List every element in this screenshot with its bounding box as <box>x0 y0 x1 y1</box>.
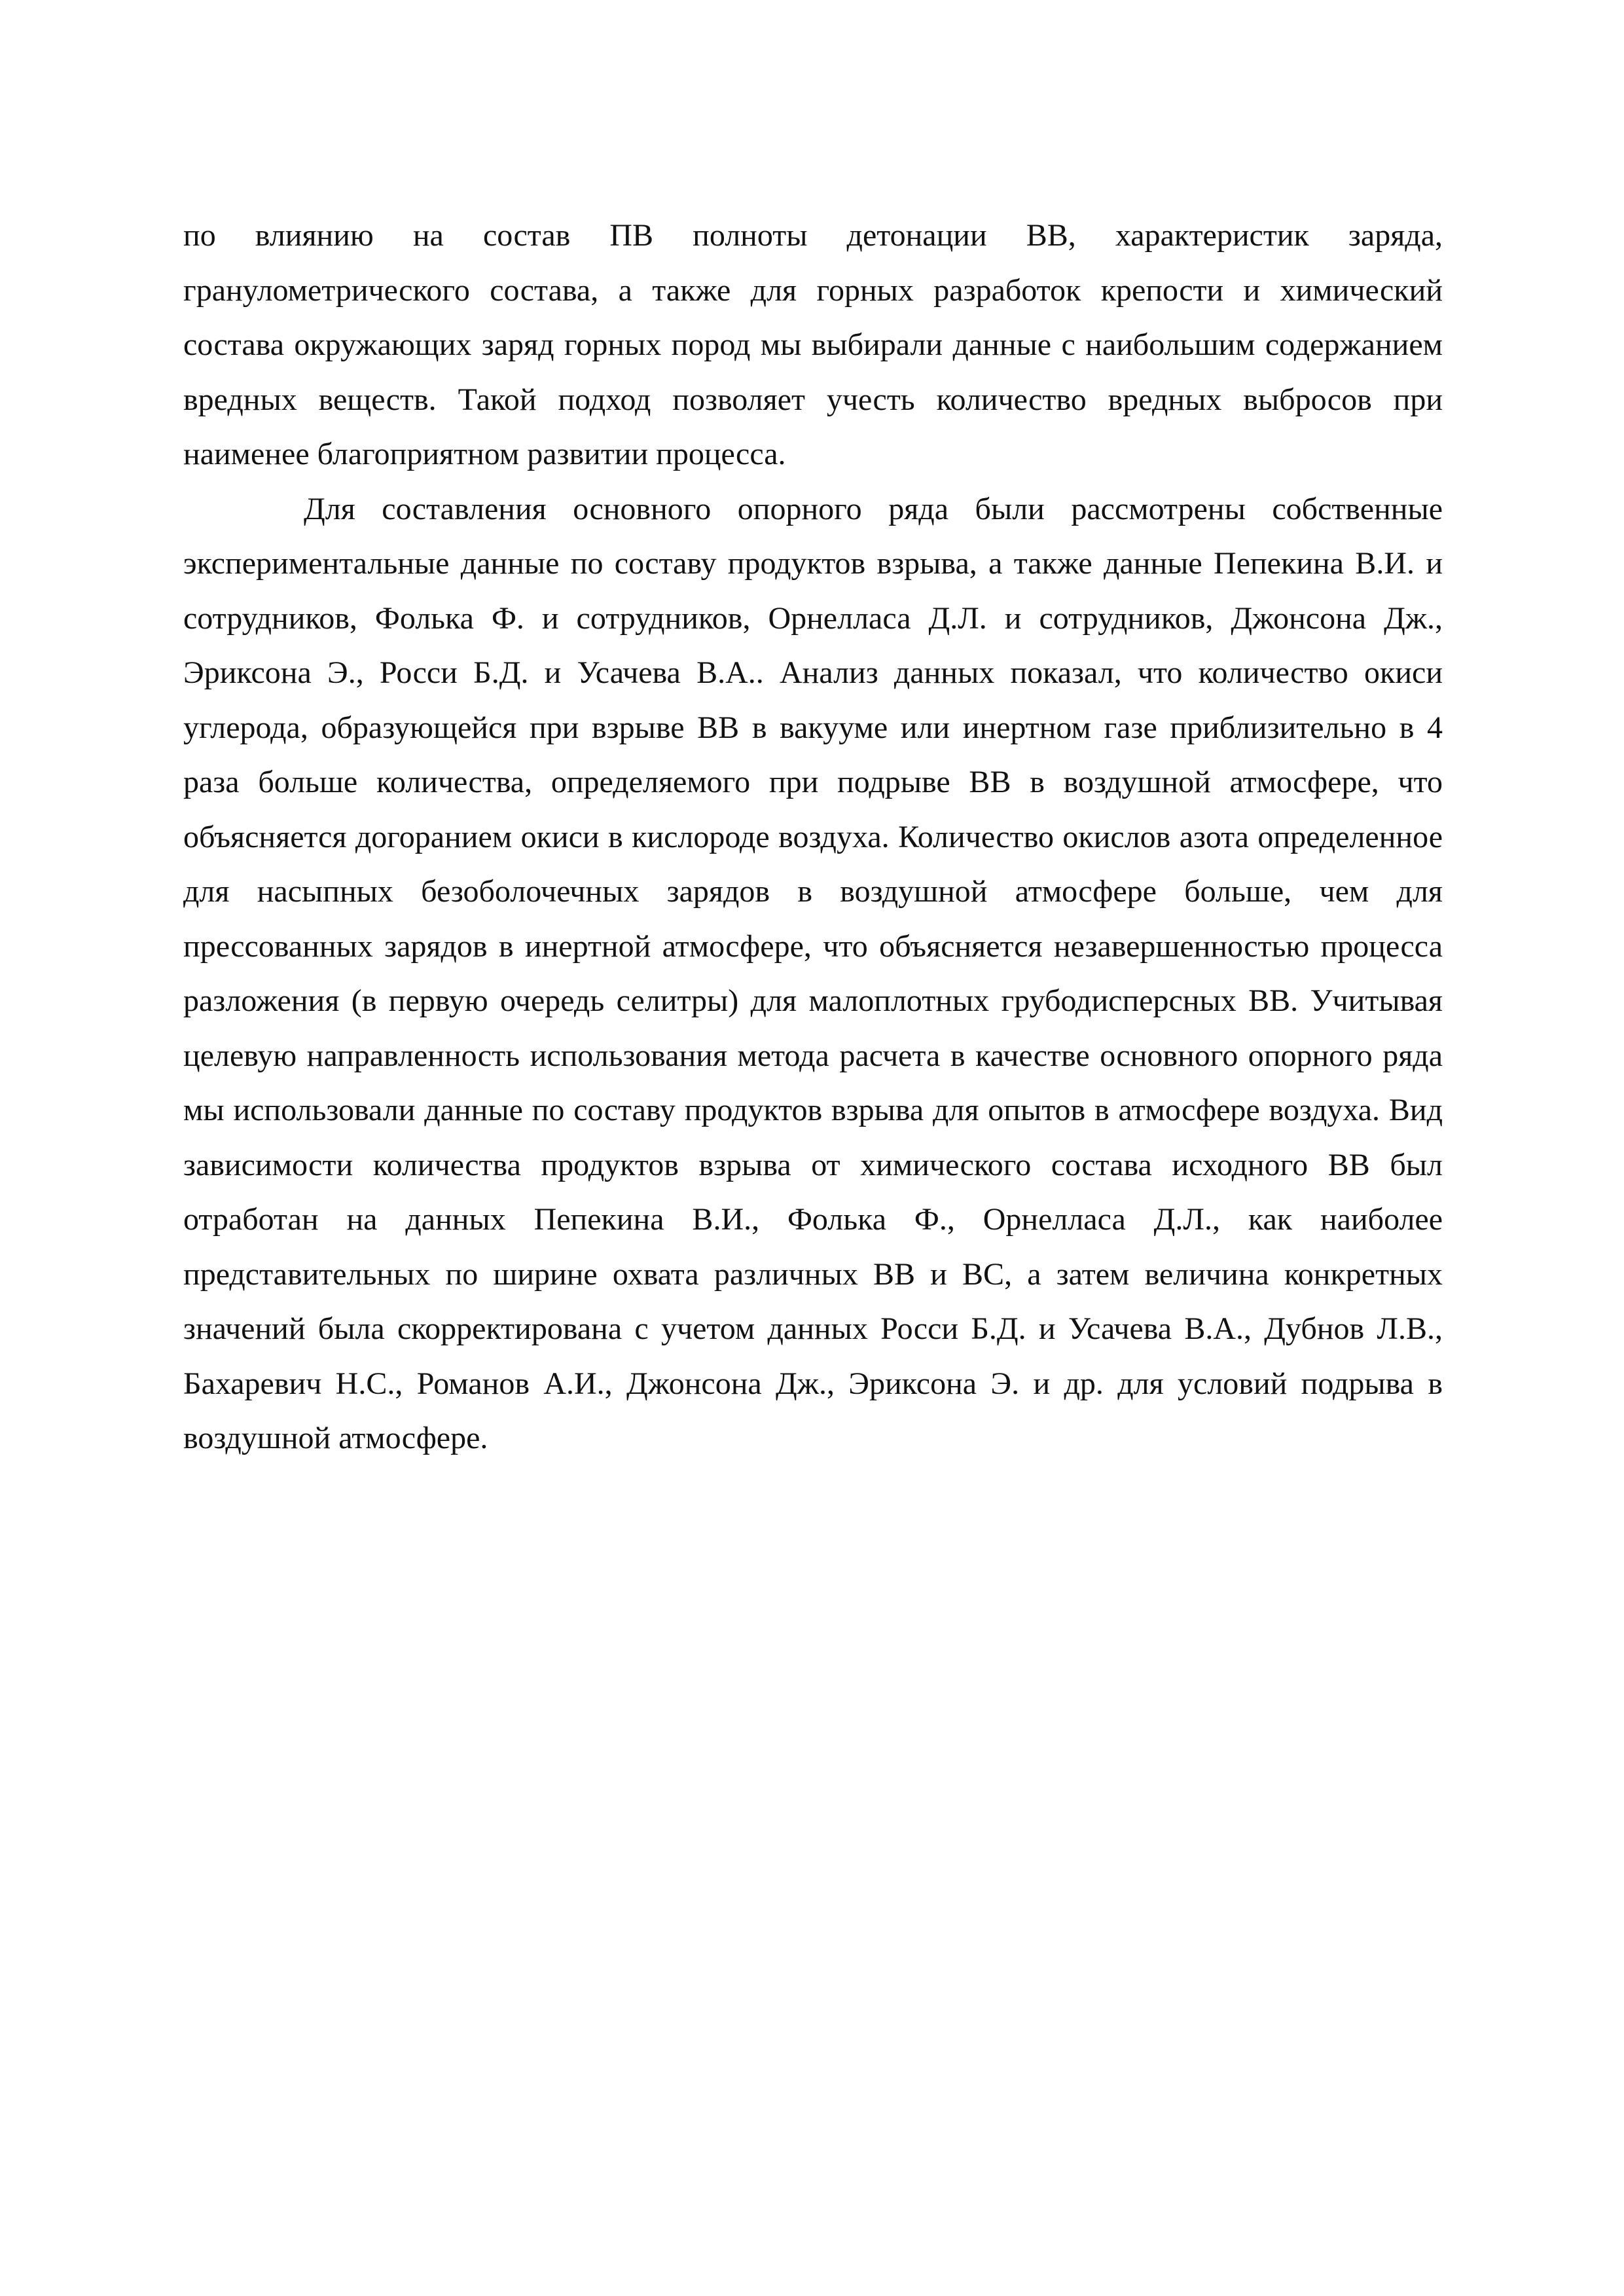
paragraph-continuation: по влиянию на состав ПВ полноты детонации ВВ, характеристик заряда, гранулометрического состава, а также для горных разработок крепости и химический состава окружающих заряд горных пород мы выбирали данные с наибольшим содержанием вредных веществ. Такой подход позволяет учесть количество вредных выбросов при наименее благоприятном развитии процесса. <box>183 218 1443 471</box>
paragraph-reference-series: Для составления основного опорного ряда были рассмотрены собственные экспериментальные данные по составу продуктов взрыва, а также данные Пепекина В.И. и сотрудников, Фолька Ф. и сотрудников, Орнелласа Д.Л. и сотрудников, Джонсона Дж., Эриксона Э., Росси Б.Д. и Усачева В.А.. Анализ данных показал, что количество окиси углерода, образующейся при взрыве ВВ в вакууме или инертном газе приблизительно в 4 раза больше количества, определяемого при подрыве ВВ в воздушной атмосфере, что объясняется догоранием окиси в кислороде воздуха. Количество окислов азота определенное для насыпных безоболочечных зарядов в воздушной атмосфере больше, чем для прессованных зарядов в инертной атмосфере, что объясняется незавершенностью процесса разложения (в первую очередь селитры) для малоплотных грубодисперсных ВВ. Учитывая целевую направленность использования метода расчета в качестве основного опорного ряда мы использовали данные по составу продуктов взрыва для опытов в атмосфере воздуха. Вид зависимости количества продуктов взрыва от химического состава исходного ВВ был отработан на данных Пепекина В.И., Фолька Ф., Орнелласа Д.Л., как наиболее представительных по ширине охвата различных ВВ и ВС, а затем величина конкретных значений была скорректирована с учетом данных Росси Б.Д. и Усачева В.А., Дубнов Л.В., Бахаревич Н.С., Романов А.И., Джонсона Дж., Эриксона Э. и др. для условий подрыва в воздушной атмосфере. <box>183 491 1443 1455</box>
body-text <box>183 208 1443 1466</box>
